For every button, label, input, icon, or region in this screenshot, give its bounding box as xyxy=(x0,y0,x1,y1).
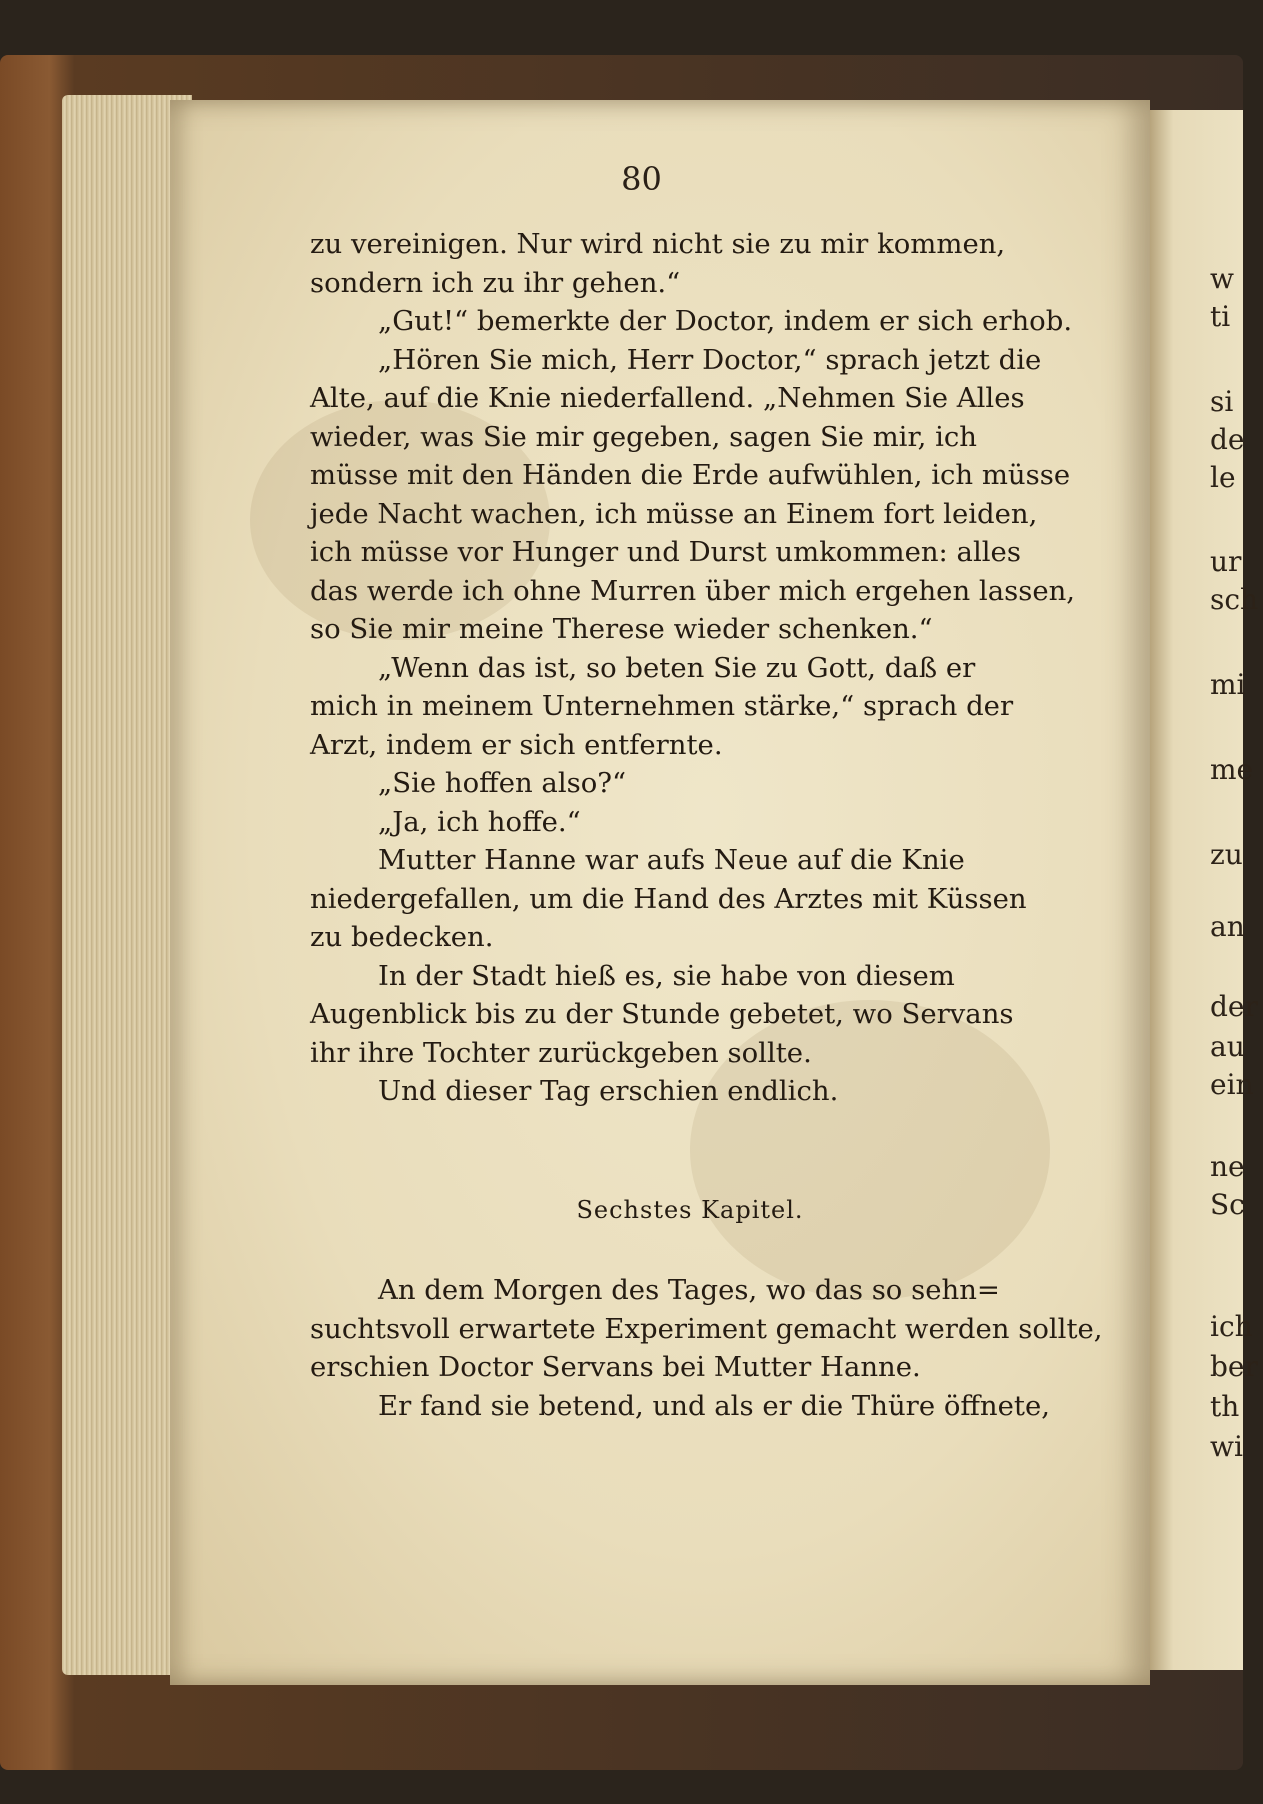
text-line: niedergefallen, um die Hand des Arztes mit Küssen xyxy=(310,882,1027,915)
text-line: „Ja, ich hoffe.“ xyxy=(378,805,581,838)
facing-page-fragment: wi xyxy=(1210,1430,1243,1463)
text-line: sondern ich zu ihr gehen.“ xyxy=(310,266,681,299)
text-line: „Gut!“ bemerkte der Doctor, indem er sich erhob. xyxy=(378,305,1073,337)
facing-page-fragment: mi xyxy=(1210,668,1246,701)
text-line: zu vereinigen. Nur wird nicht sie zu mir kommen, xyxy=(310,228,1006,260)
text-line: jede Nacht wachen, ich müsse an Einem fort leiden, xyxy=(310,497,1038,530)
text-line: mich in meinem Unternehmen stärke,“ sprach der xyxy=(310,690,1014,722)
facing-page-fragment: w xyxy=(1210,262,1234,295)
facing-page-fragment: ein xyxy=(1210,1068,1254,1101)
text-line: zu bedecken. xyxy=(310,921,494,953)
page-number: 80 xyxy=(621,160,662,198)
text-line: so Sie mir meine Therese wieder schenken.“ xyxy=(310,613,933,645)
text-line: erschien Doctor Servans bei Mutter Hanne. xyxy=(310,1351,921,1383)
chapter-title: Sechstes Kapitel. xyxy=(576,1195,804,1224)
text-line: Alte, auf die Knie niederfallend. „Nehmen Sie Alles xyxy=(310,382,1025,414)
facing-page-fragment: ur xyxy=(1210,545,1242,578)
facing-page-fragment: zu xyxy=(1210,838,1243,871)
facing-page-fragment: Sc xyxy=(1210,1188,1245,1221)
text-line: Und dieser Tag erschien endlich. xyxy=(378,1075,839,1107)
page-text xyxy=(310,225,1110,1425)
text-line: suchtsvoll erwartete Experiment gemacht werden sollte, xyxy=(310,1312,1103,1345)
text-line: müsse mit den Händen die Erde aufwühlen, ich müsse xyxy=(310,459,1071,491)
text-line: das werde ich ohne Murren über mich ergehen lassen, xyxy=(310,574,1076,607)
facing-page-fragment: le xyxy=(1210,461,1236,494)
facing-page-fragment: de xyxy=(1210,423,1245,456)
text-line: wieder, was Sie mir gegeben, sagen Sie mir, ich xyxy=(310,420,977,453)
facing-page-fragment: sch xyxy=(1210,583,1259,616)
facing-page-fragment: ber xyxy=(1210,1350,1258,1383)
text-line: „Wenn das ist, so beten Sie zu Gott, daß er xyxy=(378,651,976,684)
text-line: Augenblick bis zu der Stunde gebetet, wo Servans xyxy=(310,998,1014,1030)
facing-page-fragment: me xyxy=(1210,753,1254,786)
text-line: An dem Morgen des Tages, wo das so sehn= xyxy=(378,1274,1000,1306)
text-line: Er fand sie betend, und als er die Thüre öffnete, xyxy=(378,1389,1050,1422)
facing-page-fragment: si xyxy=(1210,385,1234,418)
text-line: Mutter Hanne war aufs Neue auf die Knie xyxy=(378,844,965,876)
facing-page-fragment: th xyxy=(1210,1390,1240,1423)
facing-page-fragment: ich xyxy=(1210,1310,1253,1343)
text-line: „Sie hoffen also?“ xyxy=(378,767,627,799)
text-line: ihr ihre Tochter zurückgeben sollte. xyxy=(310,1036,812,1069)
facing-page-fragment: ti xyxy=(1210,300,1231,333)
text-line: In der Stadt hieß es, sie habe von diesem xyxy=(378,959,955,992)
facing-page-fragment: an xyxy=(1210,910,1245,943)
facing-page-fragment: der xyxy=(1210,990,1258,1023)
text-line: Arzt, indem er sich entfernte. xyxy=(310,728,723,761)
facing-page-fragment: ne xyxy=(1210,1150,1245,1183)
facing-page-fragment: au xyxy=(1210,1030,1245,1063)
text-line: „Hören Sie mich, Herr Doctor,“ sprach jetzt die xyxy=(378,343,1042,376)
text-line: ich müsse vor Hunger und Durst umkommen: alles xyxy=(310,536,1021,568)
